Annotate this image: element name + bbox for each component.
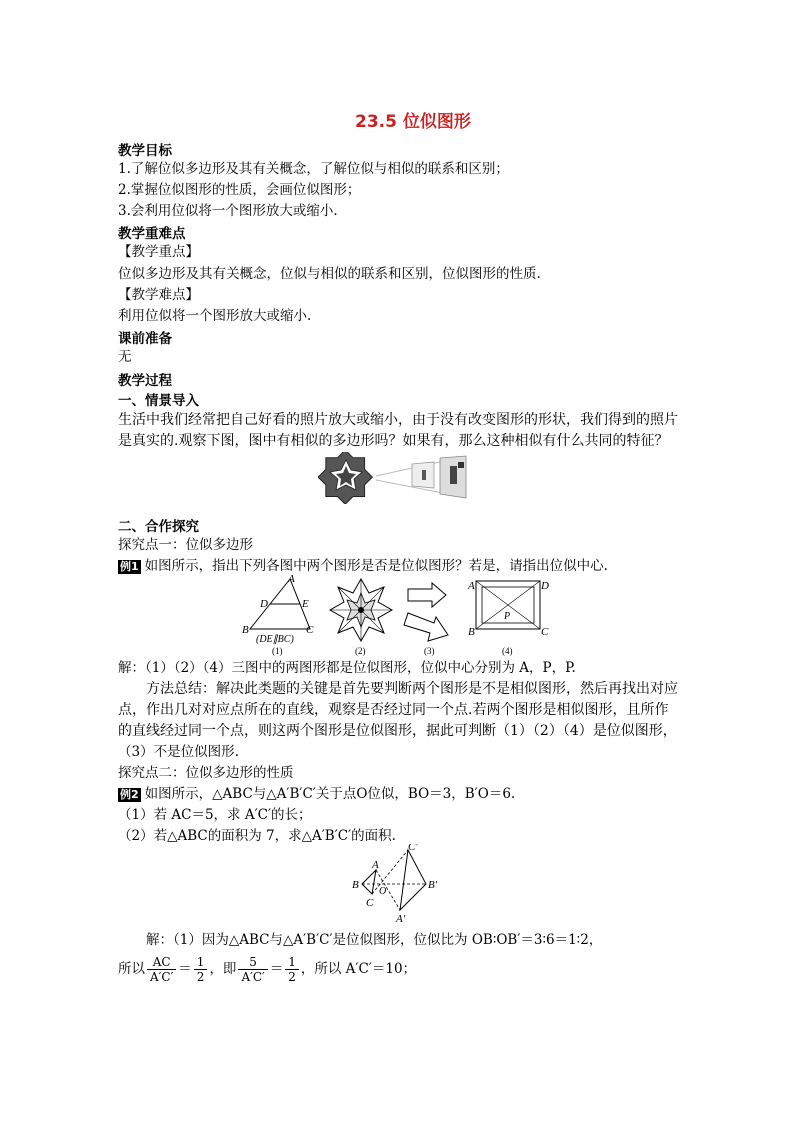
label-b: B xyxy=(242,624,249,636)
difficulty-text: 利用位似将一个图形放大或缩小. xyxy=(118,308,312,324)
figure-2-number: (2) xyxy=(355,646,366,656)
part1-line2: 是真实的.观察下图，图中有相似的多边形吗？如果有，那么这种相似有什么共同的特征？ xyxy=(118,433,669,449)
example-1-method-4: （3）不是位似图形. xyxy=(118,744,239,760)
example-2-text: 如图所示，△ABC与△A′B′C′关于点O位似，BO＝3，B′O＝6. xyxy=(144,786,516,802)
example-1-figures xyxy=(236,573,566,657)
label-a-4: A xyxy=(468,580,475,592)
example-1-method-2: 点，作出几对对应点所在的直线，观察是否经过同一个点.若两个图形是相似图形，且所作 xyxy=(118,702,669,718)
label-b-ex2: B xyxy=(352,879,359,891)
fraction-ac-over-apcp: $\frac{AC}{A'C'}$ xyxy=(147,955,176,984)
example-1-method-3: 的直线经过同一个点，则这两个图形是位似图形，据此可判断（1）（2）（4）是位似图形， xyxy=(118,723,677,739)
figure-1-condition: (DE∥BC) xyxy=(256,634,294,645)
key-label: 【教学重点】 xyxy=(118,244,199,260)
example-2 xyxy=(118,784,515,804)
difficulty-label: 【教学难点】 xyxy=(118,287,199,303)
example-2-solution-2: 所以 $\frac{AC}{A'C'}$ ＝ $\frac{1}{2}$ ，即 $\frac{5}{A'C'}$ ＝ $\frac{1}{2}$ ，所以 A′C′＝10； xyxy=(118,955,417,984)
process-heading: 教学过程 xyxy=(118,373,172,389)
goal-3: 3.会利用位似将一个图形放大或缩小. xyxy=(118,203,338,219)
example-2-question-1: （1）若 AC＝5，求 A′C′的长； xyxy=(118,807,312,823)
key-text: 位似多边形及其有关概念，位似与相似的联系和区别，位似图形的性质. xyxy=(118,266,541,282)
label-a-ex2: A xyxy=(372,859,379,871)
fraction-one-half: $\frac{1}{2}$ xyxy=(194,955,208,984)
figure-4-number: (4) xyxy=(502,646,513,656)
figure-1-number: (1) xyxy=(272,646,283,656)
part1-heading: 一、情景导入 xyxy=(118,393,199,409)
label-d: D xyxy=(260,598,268,610)
keypoints-heading: 教学重难点 xyxy=(118,226,186,242)
label-c-ex2: C xyxy=(366,897,374,909)
goals-heading: 教学目标 xyxy=(118,143,172,159)
label-b-prime: B′ xyxy=(428,879,438,891)
example-2-badge: 例2 xyxy=(120,788,139,801)
example-2-question-2: （2）若△ABC的面积为 7，求△A′B′C′的面积. xyxy=(118,828,396,844)
explore-point-1: 探究点一：位似多边形 xyxy=(118,537,253,553)
projection-illustration xyxy=(318,452,478,504)
label-p: P xyxy=(504,611,511,622)
figure-2-star xyxy=(330,579,392,656)
example-2-solution-1: 解：（1）因为△ABC与△A′B′C′是位似图形，位似比为 OB∶OB′＝3∶6＝1∶2， xyxy=(146,932,603,948)
label-d-4: D xyxy=(541,580,549,592)
label-c-prime: C′ xyxy=(408,844,418,853)
label-c-4: C xyxy=(541,626,549,638)
fraction-one-half-2: $\frac{1}{2}$ xyxy=(285,955,299,984)
example-1-text: 如图所示，指出下列各图中两个图形是否是位似图形？若是，请指出位似中心. xyxy=(144,558,608,574)
figure-1-triangle xyxy=(242,573,314,656)
example-1-badge: 例1 xyxy=(120,560,139,573)
example-2-figure xyxy=(348,844,448,928)
prep-heading: 课前准备 xyxy=(118,331,172,347)
figure-3-arrows xyxy=(404,583,448,656)
part2-heading: 二、合作探究 xyxy=(118,519,199,535)
label-o: O xyxy=(379,886,387,897)
page-title: 23.5 位似图形 xyxy=(355,112,471,132)
part1-line1: 生活中我们经常把自己好看的照片放大或缩小，由于没有改变图形的形状，我们得到的照片 xyxy=(118,412,678,428)
label-b-4: B xyxy=(468,626,475,638)
example-1-solution: 解：（1）（2）（4）三图中的两图形都是位似图形，位似中心分别为 A，P，P. xyxy=(118,660,576,676)
goal-1: 1.了解位似多边形及其有关概念，了解位似与相似的联系和区别； xyxy=(118,161,509,177)
example-1-method-1: 方法总结：解决此类题的关键是首先要判断两个图形是不是相似图形，然后再找出对应 xyxy=(146,681,678,697)
figure-4-rectangles xyxy=(467,580,549,656)
fraction-five-over-apcp: $\frac{5}{A'C'}$ xyxy=(238,955,267,984)
label-c: C xyxy=(306,624,314,636)
figure-3-number: (3) xyxy=(424,646,435,656)
label-a: A xyxy=(288,573,295,585)
goal-2: 2.掌握位似图形的性质，会画位似图形； xyxy=(118,182,361,198)
prep-text: 无 xyxy=(118,349,132,365)
label-a-prime: A′ xyxy=(396,913,406,925)
label-e: E xyxy=(302,598,309,610)
explore-point-2: 探究点二：位似多边形的性质 xyxy=(118,765,294,781)
